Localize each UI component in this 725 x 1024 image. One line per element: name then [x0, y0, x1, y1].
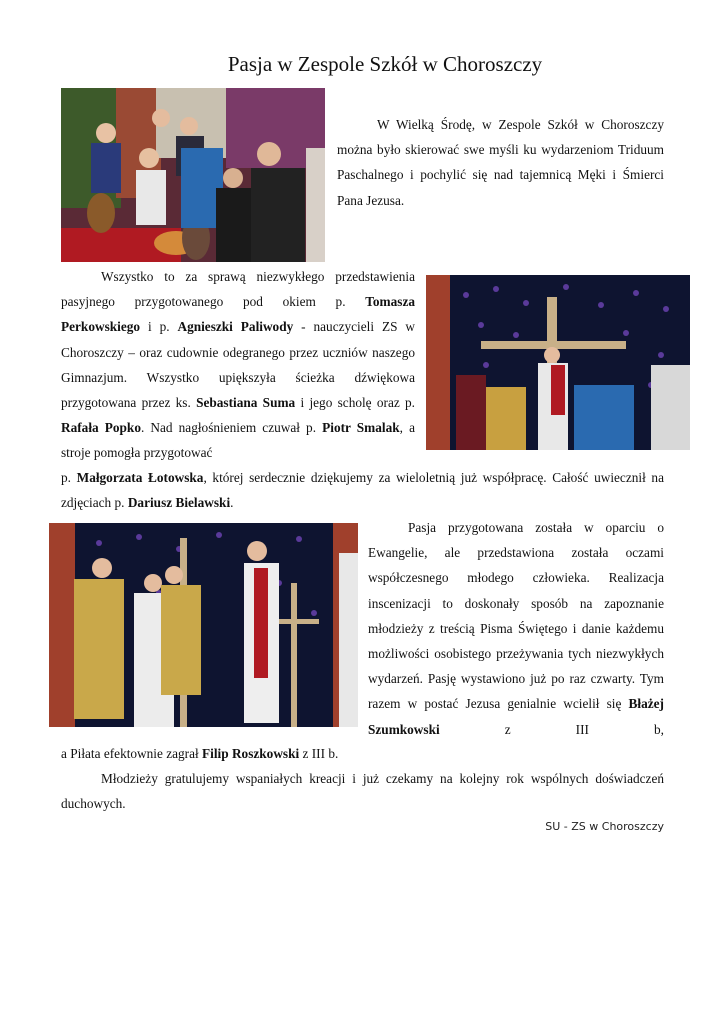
- name-agnieszka-paliwoda: Agnieszki Paliwody: [177, 319, 294, 335]
- photo-soldiers: [49, 523, 358, 727]
- paragraph-2-text: p.: [61, 470, 77, 485]
- paragraph-2-text: .: [230, 495, 234, 511]
- name-blazej-szumkowski: Błażej Szumkowski: [368, 696, 664, 737]
- name-sebastian-sum: Sebastiana Suma: [196, 395, 296, 411]
- paragraph-3-text: z III b,: [439, 721, 664, 737]
- name-dariusz-bielawski: Dariusz Bielawski: [127, 495, 231, 511]
- paragraph-3-text: a Piłata efektownie zagrał: [61, 746, 203, 761]
- name-piotr-smalak: Piotr Smalak: [322, 420, 400, 436]
- paragraph-2-text: - nauczycieli ZS w Choroszczy – oraz cudownie odegranego przez uczniów naszego Gimnazjum. Wszystko upiększyła ścieżka dźwiękowa przygotowana przez ks.: [61, 319, 415, 411]
- paragraph-2-text: , której serdecznie dziękujemy za wieloletnią już współpracę. Całość uwiecznił na zdjęciach p.: [61, 470, 664, 511]
- paragraph-3-wrap: [368, 515, 664, 742]
- paragraph-1-text: W Wielką Środę, w Zespole Szkół w Choroszczy można było skierować swe myśli ku wydarzeniom Triduum Paschalnego i pochylić się nad tajemnicą Męki i Śmierci Pana Jezusa.: [337, 117, 664, 208]
- paragraph-3-continuation: [61, 741, 664, 817]
- paragraph-2-continuation: [61, 465, 664, 515]
- signature: SU - ZS w Choroszczy: [545, 820, 664, 833]
- paragraph-2-text: Wszystko to za sprawą niezwykłego przedstawienia pasyjnego przygotowanego pod okiem p.: [61, 269, 415, 310]
- photo-audience-image: [61, 88, 325, 262]
- paragraph-3-text: Pasja przygotowana została w oparciu o Ewangelie, ale przedstawiona została oczami współczesnego młodego człowieka. Realizacja inscenizacji to doskonały sposób na zapoznanie młodzieży z treścią Pisma Świętego i danie każdemu możliwości osobistego przeżywania tych niezwykłych wydarzeń. Pasję wystawiono już po raz czwarty. Tym razem w postać Jezusa genialnie wcielił się: [368, 520, 664, 712]
- paragraph-2-text: i jego scholę oraz p.: [295, 395, 415, 411]
- photo-crucifixion: [426, 275, 690, 450]
- name-filip-roszkowski: Filip Roszkowski: [202, 746, 300, 761]
- paragraph-3-column: [368, 515, 664, 742]
- paragraph-4: Młodzieży gratulujemy wspaniałych kreacji i już czekamy na kolejny rok wspólnych doświadczeń duchowych.: [61, 771, 664, 812]
- name-malgorzata-lotowska: Małgorzata Łotowska: [76, 470, 204, 485]
- paragraph-2-text: , a stroje pomogła przygotować: [61, 420, 415, 461]
- paragraph-2-text: . Nad nagłośnieniem czuwał p.: [140, 420, 323, 436]
- photo-audience: [61, 88, 325, 262]
- paragraph-1: [337, 112, 664, 213]
- name-rafal-popko: Rafała Popko: [61, 420, 141, 436]
- paragraph-2-text: i p.: [140, 319, 178, 335]
- paragraph-2-column: [61, 264, 415, 466]
- photo-soldiers-image: [49, 523, 358, 727]
- photo-crucifixion-image: [426, 275, 690, 450]
- page-title: Pasja w Zespole Szkół w Choroszczy: [227, 52, 543, 76]
- paragraph-3-full-width: [61, 741, 664, 766]
- paragraph-2-full-width: [61, 465, 664, 515]
- paragraph-3-text: z III b.: [299, 746, 339, 761]
- name-tomasz-perkowski: Tomasza Perkowskiego: [61, 294, 415, 335]
- paragraph-2-wrap: [61, 264, 415, 466]
